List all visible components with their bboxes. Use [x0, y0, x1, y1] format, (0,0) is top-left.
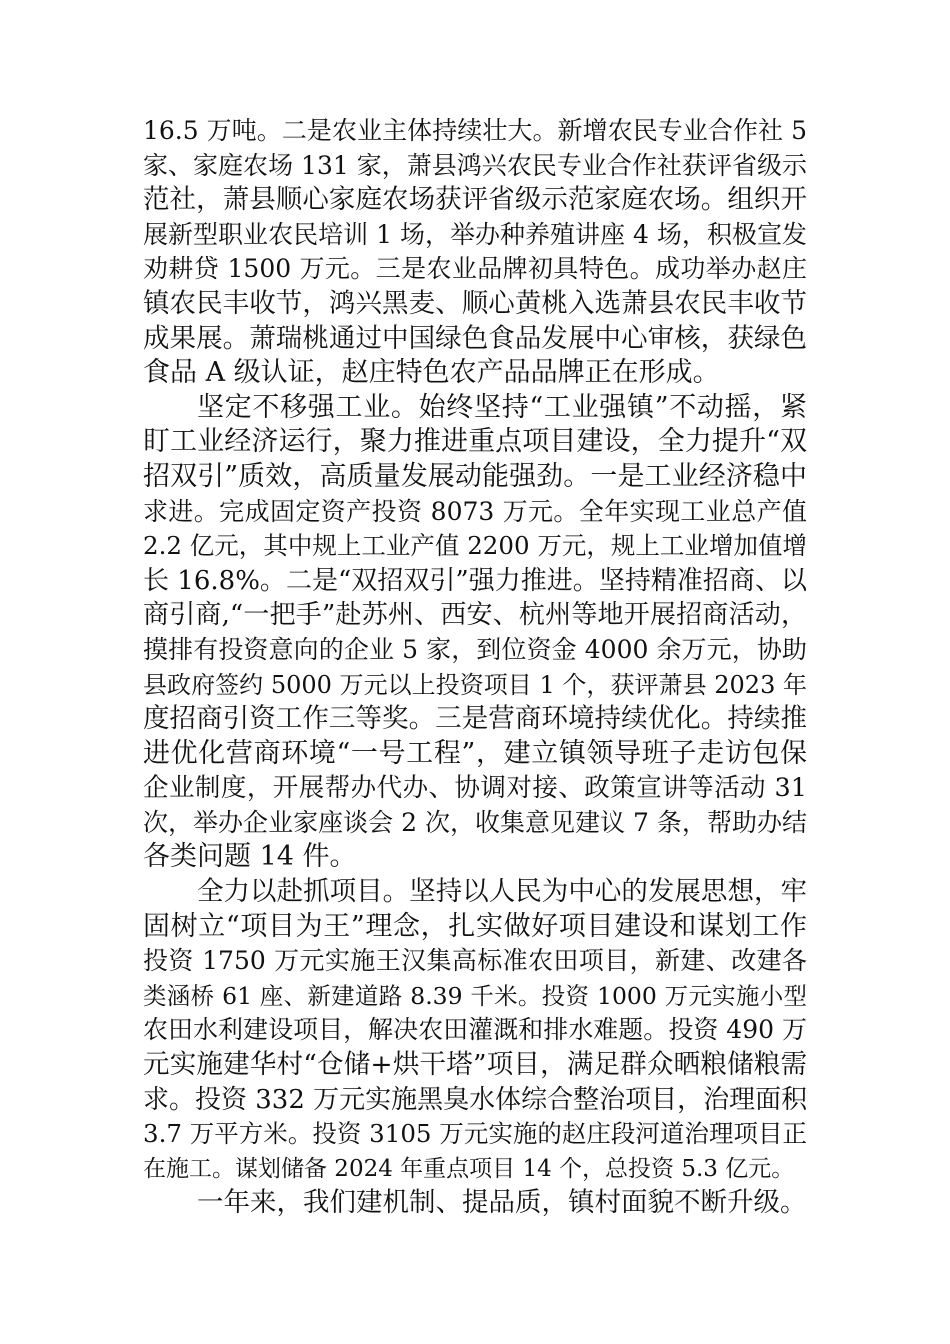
text-line: 镇农民丰收节，鸿兴黑麦、顺心黄桃入选萧县农民丰收节: [143, 287, 807, 319]
text-line: 长 16.8%。二是“双招双引”强力推进。坚持精准招商、以: [143, 565, 807, 596]
text-line: 进优化营商环境“一号工程”，建立镇领导班子走访包保: [143, 737, 807, 769]
text-line: 农田水利建设项目，解决农田灌溉和排水难题。投资 490 万: [143, 1015, 807, 1045]
text-line: 求。投资 332 万元实施黑臭水体综合整治项目，治理面积: [143, 1084, 808, 1115]
text-line: 16.5 万吨。二是农业主体持续壮大。新增农民专业合作社 5: [143, 116, 807, 145]
text-line: 家、家庭农场 131 家，萧县鸿兴农民专业合作社获评省级示: [143, 150, 807, 180]
text-line: 劝耕贷 1500 万元。三是农业品牌初具特色。成功举办赵庄: [143, 254, 807, 284]
text-line: 展新型职业农民培训 1 场，举办种养殖讲座 4 场，积极宣发: [143, 219, 807, 249]
text-line: 商引商,“一把手”赴苏州、西安、杭州等地开展招商活动，: [143, 600, 807, 631]
paragraph-start-line: 坚定不移强工业。始终坚持“工业强镇”不动摇，紧: [197, 391, 807, 423]
paragraph-start-line: 全力以赴抓项目。坚持以人民为中心的发展思想，牢: [197, 876, 807, 908]
text-line: 食品 A 级认证，赵庄特色农产品品牌正在形成。: [143, 357, 720, 389]
text-line: 摸排有投资意向的企业 5 家，到位资金 4000 余万元，协助: [143, 634, 807, 664]
text-line: 在施工。谋划储备 2024 年重点项目 14 个，总投资 5.3 亿元。: [143, 1155, 795, 1182]
text-line: 企业制度，开展帮办代办、协调对接、政策宣讲等活动 31: [143, 773, 807, 804]
text-line: 元实施建华村“仓储+烘干塔”项目，满足群众晒粮储粮需: [143, 1049, 807, 1081]
text-line: 县政府签约 5000 万元以上投资项目 1 个，获评萧县 2023 年: [143, 670, 807, 699]
text-line: 各类问题 14 件。: [143, 841, 357, 873]
text-line: 盯工业经济运行，聚力推进重点项目建设，全力提升“双: [143, 426, 807, 458]
text-line: 招双引”质效，高质量发展动能强劲。一是工业经济稳中: [143, 460, 807, 492]
text-line: 2.2 亿元，其中规上工业产值 2200 万元，规上工业增加值增: [143, 531, 807, 561]
body-text: [143, 114, 807, 1221]
text-line: 度招商引资工作三等奖。三是营商环境持续优化。持续推: [143, 703, 807, 735]
text-line: 求进。完成固定资产投资 8073 万元。全年实现工业总产值: [143, 496, 807, 526]
text-line: 范社，萧县顺心家庭农场获评省级示范家庭农场。组织开: [143, 184, 807, 216]
text-line: 类涵桥 61 座、新建道路 8.39 千米。投资 1000 万元实施小型: [143, 981, 807, 1010]
text-line: 投资 1750 万元实施王汉集高标准农田项目，新建、改建各: [143, 946, 807, 976]
text-line: 固树立“项目为王”理念，扎实做好项目建设和谋划工作: [143, 910, 807, 942]
text-line: 次，举办企业家座谈会 2 次，收集意见建议 7 条，帮助办结: [143, 807, 807, 837]
paragraph-start-line: 一年来，我们建机制、提品质，镇村面貌不断升级。: [197, 1187, 807, 1219]
text-line: 成果展。萧瑞桃通过中国绿色食品发展中心审核，获绿色: [143, 322, 807, 354]
text-line: 3.7 万平方米。投资 3105 万元实施的赵庄段河道治理项目正: [143, 1119, 807, 1149]
